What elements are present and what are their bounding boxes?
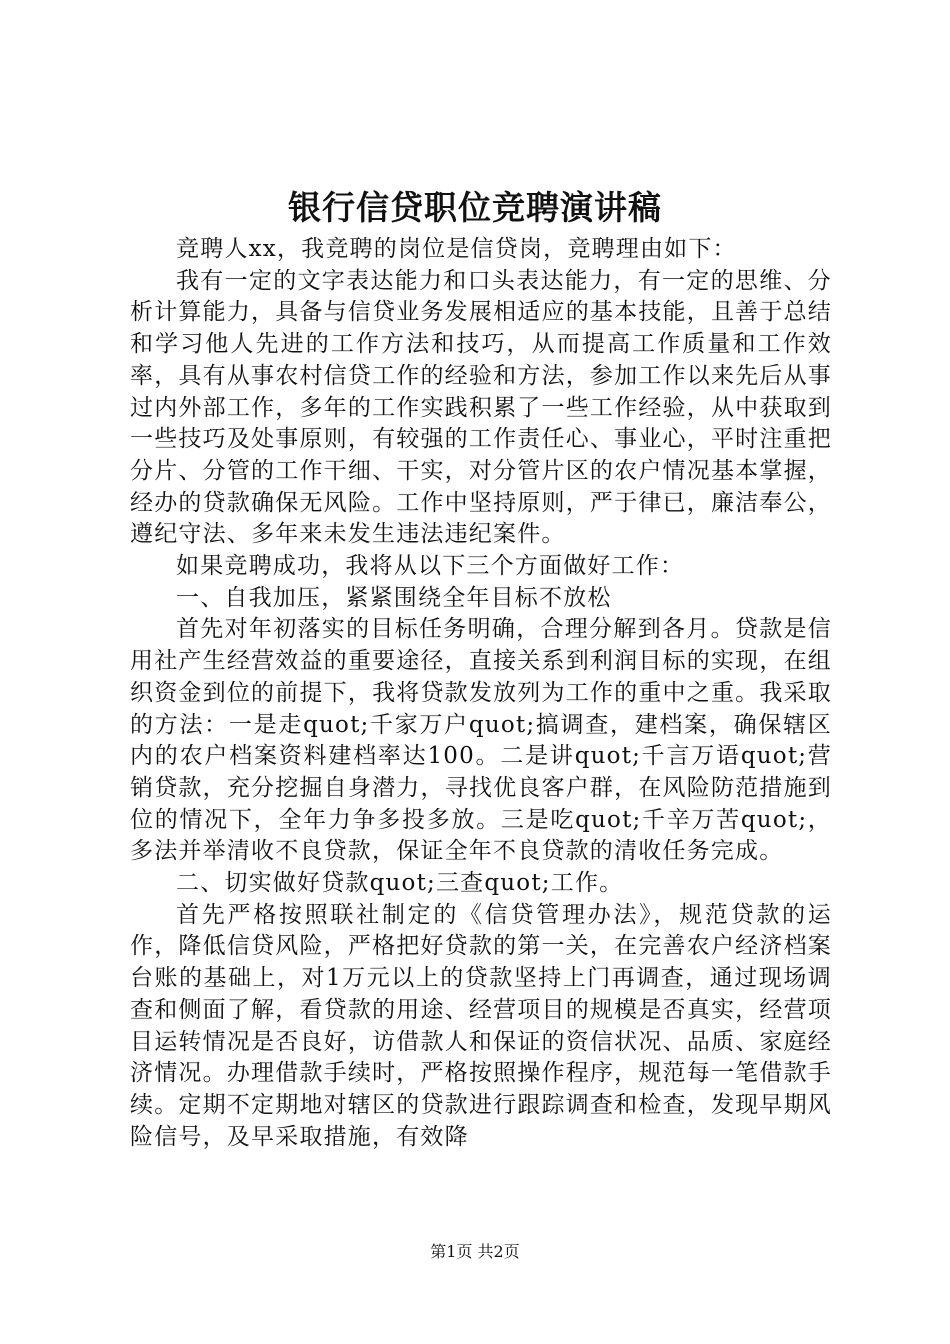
paragraph-qualifications: 我有一定的文字表达能力和口头表达能力，有一定的思维、分析计算能力，具备与信贷业务发展相适应的基本技能，且善于总结和学习他人先进的工作方法和技巧，从而提高工作质量和工作效率，具有从事农村信贷工作的经验和方法，参加工作以来先后从事过内外部工作，多年的工作实践积累了一些工作经验，从中获取到一些技巧及处事原则，有较强的工作责任心、事业心，平时注重把分片、分管的工作干细、干实，对分管片区的农户情况基本掌握，经办的贷款确保无风险。工作中坚持原则，严于律已，廉洁奉公，遵纪守法、多年来未发生违法违纪案件。 bbox=[130, 267, 832, 548]
section-heading-1: 一、自我加压，紧紧围绕全年目标不放松 bbox=[176, 584, 612, 611]
paragraph-section-1: 首先对年初落实的目标任务明确，合理分解到各月。贷款是信用社产生经营效益的重要途径，直接关系到利润目标的实现，在组织资金到位的前提下，我将贷款发放列为工作的重中之重。我采取的方法：一是走quot;千家万户quot;搞调查，建档案，确保辖区内的农户档案资料建档率达100。二是讲quot;千言万语quot;营销贷款，充分挖掘自身潜力，寻找优良客户群，在风险防范措施到位的情况下，全年力争多投多放。三是吃quot;千辛万苦quot;，多法并举清收不良贷款，保证全年不良贷款的清收任务完成。 bbox=[130, 616, 832, 865]
document-title: 银行信贷职位竞聘演讲稿 bbox=[288, 188, 662, 227]
section-heading-2: 二、切实做好贷款quot;三查quot;工作。 bbox=[176, 870, 624, 897]
document-body bbox=[130, 234, 832, 1153]
paragraph-intro: 竞聘人xx，我竞聘的岗位是信贷岗，竞聘理由如下： bbox=[176, 236, 737, 262]
page-number-footer: 第1页 共2页 bbox=[430, 1242, 520, 1261]
paragraph-section-2: 首先严格按照联社制定的《信贷管理办法》，规范贷款的运作，降低信贷风险，严格把好贷款的第一关，在完善农户经济档案台账的基础上，对1万元以上的贷款坚持上门再调查，通过现场调查和侧面了解，看贷款的用途、经营项目的规模是否真实，经营项目运转情况是否良好，访借款人和保证的资信状况、品质、家庭经济情况。办理借款手续时，严格按照操作程序，规范每一笔借款手续。定期不定期地对辖区的贷款进行跟踪调查和检查，发现早期风险信号，及早采取措施，有效降 bbox=[130, 901, 832, 1150]
paragraph-plan-intro: 如果竞聘成功，我将从以下三个方面做好工作： bbox=[176, 553, 685, 580]
